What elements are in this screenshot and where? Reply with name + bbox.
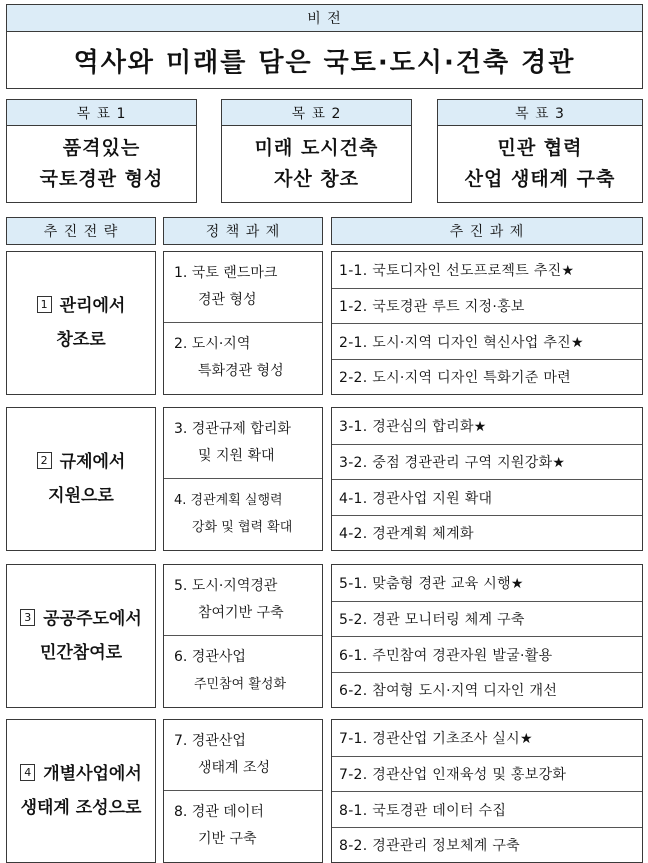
- policy-6: [164, 636, 322, 707]
- task-4-1: 4-1. 경관사업 지원 확대: [332, 479, 642, 515]
- policy-7-line-1: 7. 경관산업: [174, 733, 246, 749]
- strategy-2-text-1: 규제에서: [59, 452, 126, 472]
- strategy-3-text-1: 공공주도에서: [43, 609, 142, 629]
- policy-5: [164, 565, 322, 636]
- policy-3-line-2: 및 지원 확대: [198, 448, 275, 464]
- task-3-2: 3-2. 중점 경관관리 구역 지원강화★: [332, 444, 642, 479]
- strategy-3-line-1: [20, 602, 142, 636]
- strategy-column-header: [6, 217, 156, 245]
- strategy-3-line-2: 민간참여로: [39, 643, 123, 663]
- strategy-column-label: 추 진 전 략: [43, 224, 119, 240]
- policy-4-line-2: 강화 및 협력 확대: [192, 520, 293, 535]
- strategy-1-number: 1: [37, 296, 52, 313]
- task-group-1: [331, 251, 643, 395]
- task-7-2: 7-2. 경관산업 인재육성 및 홍보강화: [332, 756, 642, 791]
- task-7-1: 7-1. 경관산업 기초조사 실시★: [339, 731, 533, 747]
- goal-3-box: [437, 125, 643, 203]
- task-8-2: 8-2. 경관관리 정보체계 구축: [332, 827, 642, 862]
- goal-2-box: [221, 125, 412, 203]
- policy-3-line-1: 3. 경관규제 합리화: [174, 421, 291, 437]
- strategy-2-number: 2: [37, 452, 52, 469]
- goal-1-line-2: 국토경관 형성: [39, 168, 164, 190]
- policy-2-line-2: 특화경관 형성: [198, 363, 284, 379]
- policy-3: [164, 408, 322, 479]
- goal-3-header: [437, 99, 643, 126]
- task-8-1: 8-1. 국토경관 데이터 수집: [332, 791, 642, 827]
- task-6-2: 6-2. 참여형 도시·지역 디자인 개선: [332, 672, 642, 707]
- task-group-3: [331, 564, 643, 708]
- strategy-4-number: 4: [20, 764, 35, 781]
- strategy-1-line-2: 창조로: [56, 330, 106, 350]
- strategy-4-line-2: 생태계 조성으로: [20, 798, 142, 818]
- goal-1-label: 목 표 1: [76, 105, 127, 122]
- goal-2-line-1: 미래 도시건축: [254, 137, 379, 159]
- policy-group-3: [163, 564, 323, 708]
- task-4-2: 4-2. 경관계획 체계화: [332, 515, 642, 550]
- goal-1-line-1: 품격있는: [62, 137, 141, 159]
- policy-7-line-2: 생태계 조성: [198, 760, 271, 776]
- goal-1-box: [6, 125, 197, 203]
- task-column-header: [331, 217, 643, 245]
- strategy-3-number: 3: [20, 609, 35, 626]
- task-5-1: 5-1. 맞춤형 경관 교육 시행★: [339, 576, 524, 592]
- policy-1: [164, 252, 322, 323]
- strategy-1-text-1: 관리에서: [59, 296, 126, 316]
- goal-3-line-2: 산업 생태계 구축: [464, 168, 616, 190]
- policy-2-line-1: 2. 도시·지역: [174, 336, 251, 352]
- policy-4: [164, 479, 322, 550]
- task-2-1: 2-1. 도시·지역 디자인 혁신사업 추진★: [332, 323, 642, 359]
- policy-4-line-1: 4. 경관계획 실행력: [174, 493, 283, 508]
- strategy-1-line-1: [37, 289, 126, 323]
- policy-6-line-2: 주민참여 활성화: [194, 677, 287, 692]
- policy-5-line-1: 5. 도시·지역경관: [174, 578, 278, 594]
- policy-group-2: [163, 407, 323, 551]
- strategy-4: [6, 719, 156, 863]
- task-6-1: 6-1. 주민참여 경관자원 발굴·활용: [332, 636, 642, 672]
- goal-3-line-1: 민관 협력: [497, 137, 583, 159]
- policy-6-line-1: 6. 경관사업: [174, 649, 246, 665]
- strategy-3: [6, 564, 156, 708]
- goal-2-line-2: 자산 창조: [273, 168, 360, 190]
- goal-2-label: 목 표 2: [291, 105, 342, 122]
- task-1-1: 1-1. 국토디자인 선도프로젝트 추진★: [339, 263, 575, 279]
- task-3-1: 3-1. 경관심의 합리화★: [339, 419, 487, 435]
- strategy-2: [6, 407, 156, 551]
- strategy-4-text-1: 개별사업에서: [43, 764, 142, 784]
- policy-8-line-1: 8. 경관 데이터: [174, 804, 264, 820]
- strategy-2-line-1: [37, 445, 126, 479]
- policy-column-header: [163, 217, 323, 245]
- vision-header-label: 비 전: [307, 11, 342, 27]
- strategy-2-line-2: 지원으로: [48, 486, 114, 506]
- strategy-1: [6, 251, 156, 395]
- vision-box: [6, 31, 643, 89]
- task-column-label: 추 진 과 제: [449, 224, 525, 240]
- policy-5-line-2: 참여기반 구축: [198, 605, 284, 621]
- policy-group-4: [163, 719, 323, 863]
- policy-group-1: [163, 251, 323, 395]
- policy-8-line-2: 기반 구축: [198, 831, 257, 847]
- strategy-4-line-1: [20, 757, 142, 791]
- task-group-2: [331, 407, 643, 551]
- policy-8: [164, 791, 322, 862]
- goal-3-label: 목 표 3: [515, 105, 565, 122]
- goal-1-header: [6, 99, 197, 126]
- vision-header: [6, 4, 643, 32]
- task-1-2: 1-2. 국토경관 루트 지정·홍보: [332, 288, 642, 323]
- task-group-4: [331, 719, 643, 863]
- vision-title: 역사와 미래를 담은 국토·도시·건축 경관: [73, 47, 576, 78]
- policy-1-line-1: 1. 국토 랜드마크: [174, 265, 278, 281]
- goal-2-header: [221, 99, 412, 126]
- policy-7: [164, 720, 322, 791]
- task-5-2: 5-2. 경관 모니터링 체계 구축: [332, 601, 642, 636]
- task-2-2: 2-2. 도시·지역 디자인 특화기준 마련: [332, 359, 642, 394]
- policy-column-label: 정 책 과 제: [205, 224, 281, 240]
- policy-2: [164, 323, 322, 394]
- policy-1-line-2: 경관 형성: [198, 292, 257, 308]
